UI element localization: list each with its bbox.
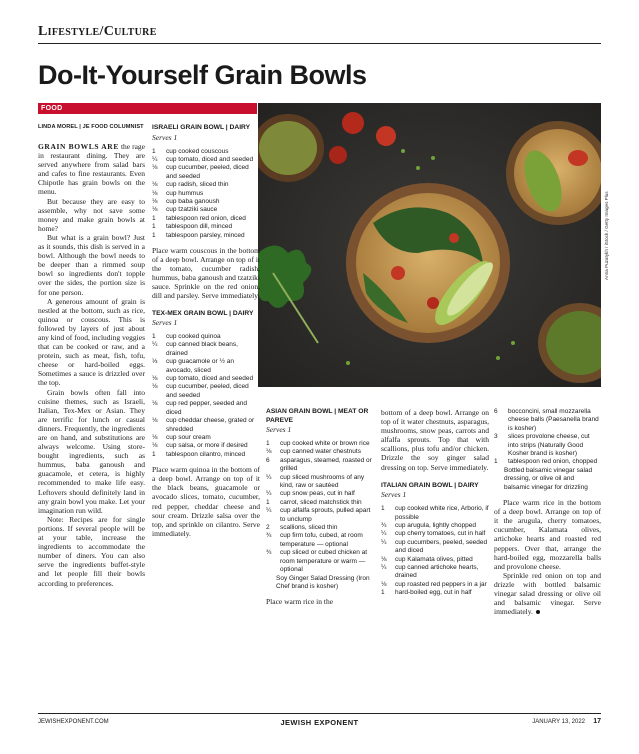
ingredient-item [381,522,489,530]
ingredient-text: cup cooked white rice, Arborio, if possible [395,505,489,521]
ingredient-text: tablespoon red onion, diced [166,214,246,222]
method-text: Place warm rice in the [266,597,334,607]
ingredient-item [266,457,374,474]
ingredient-text: cup cooked couscous [166,147,229,155]
ingredient-quantity: 1 [152,223,156,231]
ingredient-item [266,549,374,574]
intro-paragraph: Note: Recipes are for single portions. If several people will be at your table, increase the ingredients to accommodate the number of diners. You can also serve the ingredients buffet-style and let people fill their bowls according to preferences. [38,514,145,588]
ingredient-quantity: ⅛ [266,448,272,456]
category-tag: FOOD [41,105,63,112]
recipe-column-5 [494,408,601,616]
ingredient-item [381,505,489,522]
ingredient-quantity: ¼ [381,538,387,546]
ingredient-text: cup cherry tomatoes, cut in half [395,530,486,538]
ingredient-text: cup tzatziki sauce [166,206,218,214]
ingredient-quantity: ⅛ [152,181,158,189]
footer-publication: JEWISH EXPONENT [280,718,359,727]
method-asian-cont [381,408,489,472]
ingredient-quantity: ¼ [381,564,387,571]
ingredient-item [266,440,374,448]
category-bar [38,103,257,114]
ingredient-text: bocconcini, small mozzarella cheese balls (Paesanella brand is kosher) [508,408,599,432]
ingredient-text: cup arugula, lightly chopped [395,521,476,529]
ingredients-israeli [152,148,260,240]
ingredient-quantity: ⅛ [152,206,158,214]
ingredient-item [152,434,260,442]
ingredient-text: cup canned black beans, drained [166,341,238,357]
ingredient-item [152,442,260,450]
ingredient-quantity: ⅛ [152,189,158,197]
ingredient-quantity: 3 [494,433,498,441]
ingredient-item [152,375,260,383]
ingredient-item [152,206,260,214]
recipe-serves: Serves 1 [266,425,292,434]
recipe-column-2 [152,124,260,538]
ingredient-text: cup hummus [166,189,204,197]
intro-paragraph: But what is a grain bowl? Just as it sounds, this dish is served in a bowl. Although the bowl needs to be deeper than a rimmed soup bowl so ingredients don't topple over the sides, the portion size is for one person. [38,232,145,297]
ingredient-item [152,156,260,164]
ingredient-quantity: ¼ [266,490,272,498]
ingredient-item [152,333,260,341]
ingredient-quantity: ¼ [152,341,158,349]
ingredient-item [152,215,260,223]
ingredient-text: cup tomato, diced and seeded [166,155,254,163]
ingredient-item [152,198,260,206]
ingredient-quantity: 1 [152,147,156,155]
ingredient-text: Soy Ginger Salad Dressing (Iron Chef brand is kosher) [276,574,370,590]
ingredient-quantity: 2 [266,524,270,532]
ingredient-item [266,532,374,549]
ingredient-quantity: ¾ [381,521,387,529]
method-text: Place warm quinoa in the bottom of a deep bowl. Arrange on top of it the black beans, guacamole or avocado slices, tomato, cucumber, red pepper, cheddar cheese and sour cream. Drizzle salsa over the top, and sprinkle on cilantro. Serve immediately. [152,465,260,538]
bottom-rule [38,713,601,714]
ingredient-text: cup cucumber, peeled, diced and seeded [166,383,249,399]
ingredient-text: tablespoon parsley, minced [166,231,245,239]
ingredient-item [152,148,260,156]
ingredient-quantity: ⅓ [152,358,158,366]
ingredient-item [266,507,374,524]
ingredient-text: cup sour cream [166,433,211,441]
ingredient-text: cup sliced or cubed chicken at room temperature or warm — optional [280,549,368,574]
method-texmex [152,465,260,538]
ingredient-text: Bottled balsamic vinegar salad dressing, or olive oil and balsamic vinegar for drizzling [504,466,593,491]
intro-paragraph: Grain bowls often fall into cuisine themes, such as Israeli, Italian, Tex-Mex or Asian. They are terrific for lunch or casual dinners. Frequently, the ingredients are on hand, and substitutions are always welcome. Using store-bought ingredients, such as hummus, baba ganoush and guacamole, et cetera, is highly recommended to make life easy. Leftovers should definitely land in any grain bowl you make. Let your imagination run wild. [38,387,145,515]
ingredient-quantity: ¼ [152,155,158,163]
ingredient-text: cup salsa, or more if desired [166,442,248,450]
ingredient-text: cup firm tofu, cubed, at room temperature — optional [280,532,363,548]
recipe-serves: Serves 1 [152,318,178,328]
ingredient-quantity: 1 [152,231,156,239]
recipe-serves: Serves 1 [152,132,178,142]
ingredient-quantity: 1 [266,498,270,506]
ingredient-text: asparagus, steamed, roasted or grilled [280,456,372,473]
ingredient-item [152,451,260,459]
intro-paragraph [38,142,145,197]
intro-paragraph: But because they are easy to assemble, why not save some money and make grain bowls at home? [38,196,145,233]
ingredient-item [266,448,374,456]
footer-date: JANUARY 13, 2022 [532,719,585,725]
ingredient-item [266,474,374,491]
ingredient-item [152,358,260,375]
ingredient-item [152,341,260,358]
ingredient-quantity: ⅛ [152,400,158,408]
ingredient-text: cup radish, sliced thin [166,181,229,189]
ingredient-quantity: 1 [381,505,385,513]
ingredient-text: cup red pepper, seeded and diced [166,400,247,416]
footer-website: JEWISHEXPONENT.COM [38,719,109,725]
ingredient-item [152,181,260,189]
recipe-serves: Serves 1 [381,490,407,500]
ingredient-quantity: 1 [266,440,270,447]
recipe-column-3 [266,408,374,606]
ingredient-quantity: ¼ [266,507,272,515]
ingredient-text: cup canned artichoke hearts, drained [395,564,479,580]
ingredient-text: tablespoon dill, minced [166,223,233,231]
ingredient-quantity: ⅛ [381,580,387,588]
section-header: Lifestyle/Culture [38,24,157,39]
ingredient-text: cup alfalfa sprouts, pulled apart to unclump [280,507,371,523]
ingredient-item [266,524,374,532]
ingredient-quantity: ⅛ [152,417,158,425]
ingredient-quantity: ¼ [266,473,272,481]
ingredient-text: cup tomato, diced and seeded [166,375,254,383]
ingredient-item [381,589,489,597]
ingredient-text: cup guacamole or ½ an avocado, sliced [166,358,234,374]
ingredient-quantity: 1 [152,214,156,222]
recipe-column-4 [381,408,489,604]
ingredient-item [381,556,489,564]
ingredient-quantity: ⅛ [152,197,158,205]
ingredient-item [381,564,489,581]
recipe-title-israeli: ISRAELI GRAIN BOWL | DAIRY [152,124,251,131]
ingredient-text: cup cheddar cheese, grated or shredded [166,417,255,433]
ingredient-quantity: ⅛ [152,383,158,391]
recipe-title-italian: ITALIAN GRAIN BOWL | DAIRY [381,481,479,489]
photo-credit: Anna Puzatykh / iStock / Getty Images Plus [604,191,609,280]
ingredient-text: cup cooked white or brown rice [280,440,370,447]
ingredients-asian [266,440,374,591]
method-israeli [152,246,260,301]
ingredient-item [152,164,260,181]
ingredient-text: cup baba ganoush [166,197,220,205]
ingredient-quantity: ⅛ [152,442,158,450]
ingredient-quantity: 1 [381,589,385,597]
ingredient-text: hard-boiled egg, cut in half [395,589,472,597]
ingredient-item [266,490,374,498]
ingredient-quantity: ⅛ [152,164,158,172]
method-text-end [494,571,601,616]
ingredient-text: cup roasted red peppers in a jar [395,580,487,588]
ingredient-text: carrot, sliced matchstick thin [280,498,362,506]
ingredient-text: tablespoon red onion, chopped [508,458,598,466]
ingredient-text: slices provolone cheese, cut into strips (Naturally Good Kosher brand is kosher) [508,433,590,458]
ingredient-quantity: 6 [266,456,270,464]
method-asian [266,597,374,606]
method-text: Sprinkle red onion on top and drizzle with bottled balsamic vinegar salad dressing or olive oil and balsamic vinegar. Serve immediately. [494,570,601,617]
method-text: Place warm couscous in the bottom of a deep bowl. Arrange on top of it the tomato, cucumber radish, hummus, baba ganoush and tzatziki sauce. Sprinkle on the red onion, dill and parsley. Serve immediately. [152,245,260,301]
ingredient-text: cup cooked quinoa [166,333,221,341]
ingredient-item [152,400,260,417]
ingredient-quantity: ⅛ [381,555,387,563]
end-mark-icon [536,610,540,614]
intro-text: the rage in restaurant dining. They are served anywhere from salad bars and cafes to fine restaurants. Even Chipotle has grain bowls on the menu. [38,142,146,197]
method-text: Place warm rice in the bottom of a deep bowl. Arrange on top of it the arugula, cherry tomatoes, cucumber, Kalamata olives, artichoke hearts and roasted red peppers. Over that, arrange the hard-boiled egg, mozzarella balls and provolone cheese. [494,498,601,571]
ingredient-text: cup Kalamata olives, pitted [395,555,473,563]
byline: LINDA MOREL | JE FOOD COLUMNIST [38,124,144,130]
ingredient-text: cup sliced mushrooms of any kind, raw or sautéed [280,473,365,490]
ingredient-quantity: ¼ [381,530,387,538]
ingredient-text: cup cucumbers, peeled, seeded and diced [395,538,488,555]
ingredient-text: scallions, sliced thin [280,524,338,532]
ingredient-quantity: 1 [494,458,498,466]
ingredient-quantity: 1 [152,333,156,341]
ingredient-text: cup cucumber, peeled, diced and seeded [166,164,249,180]
ingredients-italian [381,505,489,597]
top-rule [38,43,601,44]
ingredient-text: cup snow peas, cut in half [280,490,355,498]
ingredient-item [152,190,260,198]
ingredient-item [152,223,260,231]
ingredient-item [152,417,260,434]
ingredient-item [494,408,601,433]
page-number: 17 [593,718,601,725]
headline: Do-It-Yourself Grain Bowls [38,60,367,90]
ingredient-text: tablespoon cilantro, minced [166,450,246,458]
ingredient-quantity: ¾ [266,549,272,557]
ingredient-item [266,575,374,592]
lead-in: GRAIN BOWLS ARE [38,142,119,151]
ingredient-item [381,539,489,556]
method-italian [494,498,601,616]
ingredient-item [152,232,260,240]
ingredients-texmex [152,333,260,459]
ingredient-item [381,530,489,538]
ingredient-quantity: ¾ [266,532,272,540]
ingredient-item [152,383,260,400]
ingredient-text: cup canned water chestnuts [280,448,361,456]
method-text: bottom of a deep bowl. Arrange on top of it water chestnuts, asparagus, mushrooms, snow peas, carrots and alfalfa sprouts. Top that with scallions, plus tofu and/or chicken. Drizzle the soy ginger salad dressing on top. Serve immediately. [381,408,489,472]
ingredient-item [494,433,601,458]
ingredient-quantity: ⅛ [152,433,158,441]
grain-bowl-photo [258,103,601,387]
ingredient-quantity: 1 [152,450,156,458]
ingredients-italian-cont [494,408,601,492]
intro-paragraph: A generous amount of grain is nestled at the bottom, such as rice, quinoa or couscous. This is followed by layers of just about any kind of food, including veggies that can be cooked or raw, and a protein, such as meat, fish, tofu, cheese or hard-boiled eggs. Sometimes a sauce is drizzled over the top. [38,296,145,388]
ingredient-quantity: ⅛ [152,375,158,383]
ingredient-quantity: 6 [494,408,498,415]
ingredient-item [381,581,489,589]
ingredient-item [494,458,601,466]
ingredient-item [266,499,374,507]
recipe-title-texmex: TEX-MEX GRAIN BOWL | DAIRY [152,309,254,317]
recipe-title-asian: ASIAN GRAIN BOWL | MEAT OR PAREVE [266,408,369,424]
ingredient-item [494,467,601,492]
intro-column [38,142,145,588]
